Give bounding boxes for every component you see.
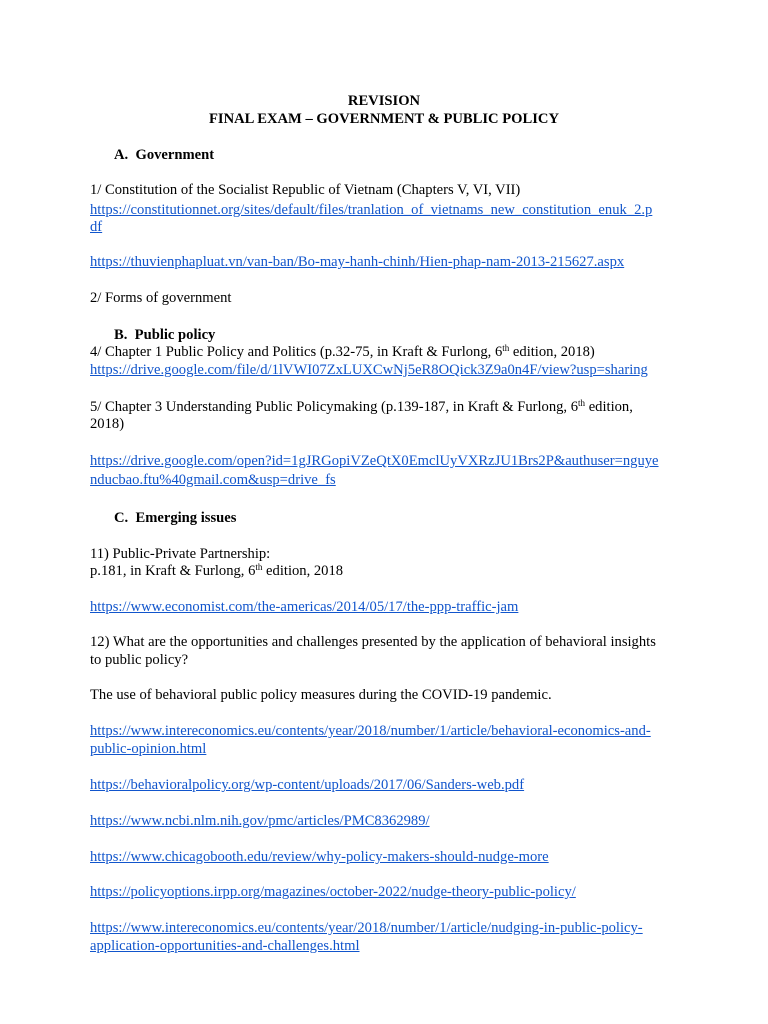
link-intereconomics-behavioral[interactable]: https://www.intereconomics.eu/contents/year/2018/number/1/article/behavioral-economics-and- <box>90 723 651 739</box>
link-thuvienphapluat[interactable]: https://thuvienphapluat.vn/van-ban/Bo-may-hanh-chinh/Hien-phap-nam-2013-215627.aspx <box>90 254 625 270</box>
link-ncbi[interactable]: https://www.ncbi.nlm.nih.gov/pmc/articles/PMC8362989/ <box>90 813 430 829</box>
link-constitutionnet-cont[interactable]: df <box>90 219 103 235</box>
item-chapter-3 <box>90 398 633 416</box>
doc-title: REVISION <box>347 93 421 109</box>
item-forms-of-government: 2/ Forms of government <box>90 290 232 306</box>
link-chicagobooth[interactable]: https://www.chicagobooth.edu/review/why-policy-makers-should-nudge-more <box>90 849 549 865</box>
item-chapter-3-year: 2018) <box>90 416 125 432</box>
doc-subtitle: FINAL EXAM – GOVERNMENT & PUBLIC POLICY <box>208 111 559 127</box>
section-heading-government: A. Government <box>114 147 215 163</box>
link-policyoptions[interactable]: https://policyoptions.irpp.org/magazines/october-2022/nudge-theory-public-policy/ <box>90 884 576 900</box>
item-behavioral-question: 12) What are the opportunities and challenges presented by the application of behavioral insights <box>90 634 656 650</box>
link-drive-chapter-1[interactable]: https://drive.google.com/file/d/1lVWI07ZxLUXCwNj5eR8OQick3Z9a0n4F/view?usp=sharing <box>90 362 648 378</box>
superscript: th <box>578 398 586 408</box>
item-chapter-3-suffix: edition, <box>585 399 633 415</box>
link-drive-chapter-3-cont[interactable]: nducbao.ftu%40gmail.com&usp=drive_fs <box>90 472 336 488</box>
item-ppp-reference <box>90 562 343 580</box>
superscript: th <box>255 562 263 572</box>
item-behavioral-question-cont: to public policy? <box>90 652 189 668</box>
link-constitutionnet[interactable]: https://constitutionnet.org/sites/default/files/tranlation_of_vietnams_new_constitution_enuk_2.p <box>90 202 653 218</box>
item-ppp-reference-suffix: edition, 2018 <box>262 563 344 579</box>
item-chapter-1 <box>90 343 595 361</box>
link-drive-chapter-3[interactable]: https://drive.google.com/open?id=1gJRGopiVZeQtX0EmclUyVXRzJU1Brs2P&authuser=nguye <box>90 453 659 469</box>
item-chapter-1-suffix: edition, 2018) <box>509 344 595 360</box>
link-intereconomics-behavioral-cont[interactable]: public-opinion.html <box>90 741 207 757</box>
link-economist[interactable]: https://www.economist.com/the-americas/2014/05/17/the-ppp-traffic-jam <box>90 599 519 615</box>
link-behavioralpolicy[interactable]: https://behavioralpolicy.org/wp-content/uploads/2017/06/Sanders-web.pdf <box>90 777 525 793</box>
item-ppp: 11) Public-Private Partnership: <box>90 546 271 562</box>
superscript: th <box>502 343 510 353</box>
item-ppp-reference-text: p.181, in Kraft & Furlong, 6 <box>90 563 256 579</box>
item-chapter-1-text: 4/ Chapter 1 Public Policy and Politics (p.32-75, in Kraft & Furlong, 6 <box>90 344 503 360</box>
section-heading-emerging-issues: C. Emerging issues <box>114 510 237 526</box>
link-intereconomics-nudging-cont[interactable]: application-opportunities-and-challenges.html <box>90 938 360 954</box>
item-chapter-3-text: 5/ Chapter 3 Understanding Public Policymaking (p.139-187, in Kraft & Furlong, 6 <box>90 399 579 415</box>
section-heading-public-policy: B. Public policy <box>114 327 216 343</box>
item-covid-measures: The use of behavioral public policy measures during the COVID-19 pandemic. <box>90 687 552 703</box>
link-intereconomics-nudging[interactable]: https://www.intereconomics.eu/contents/year/2018/number/1/article/nudging-in-public-policy- <box>90 920 643 936</box>
item-constitution: 1/ Constitution of the Socialist Republic of Vietnam (Chapters V, VI, VII) <box>90 182 521 198</box>
